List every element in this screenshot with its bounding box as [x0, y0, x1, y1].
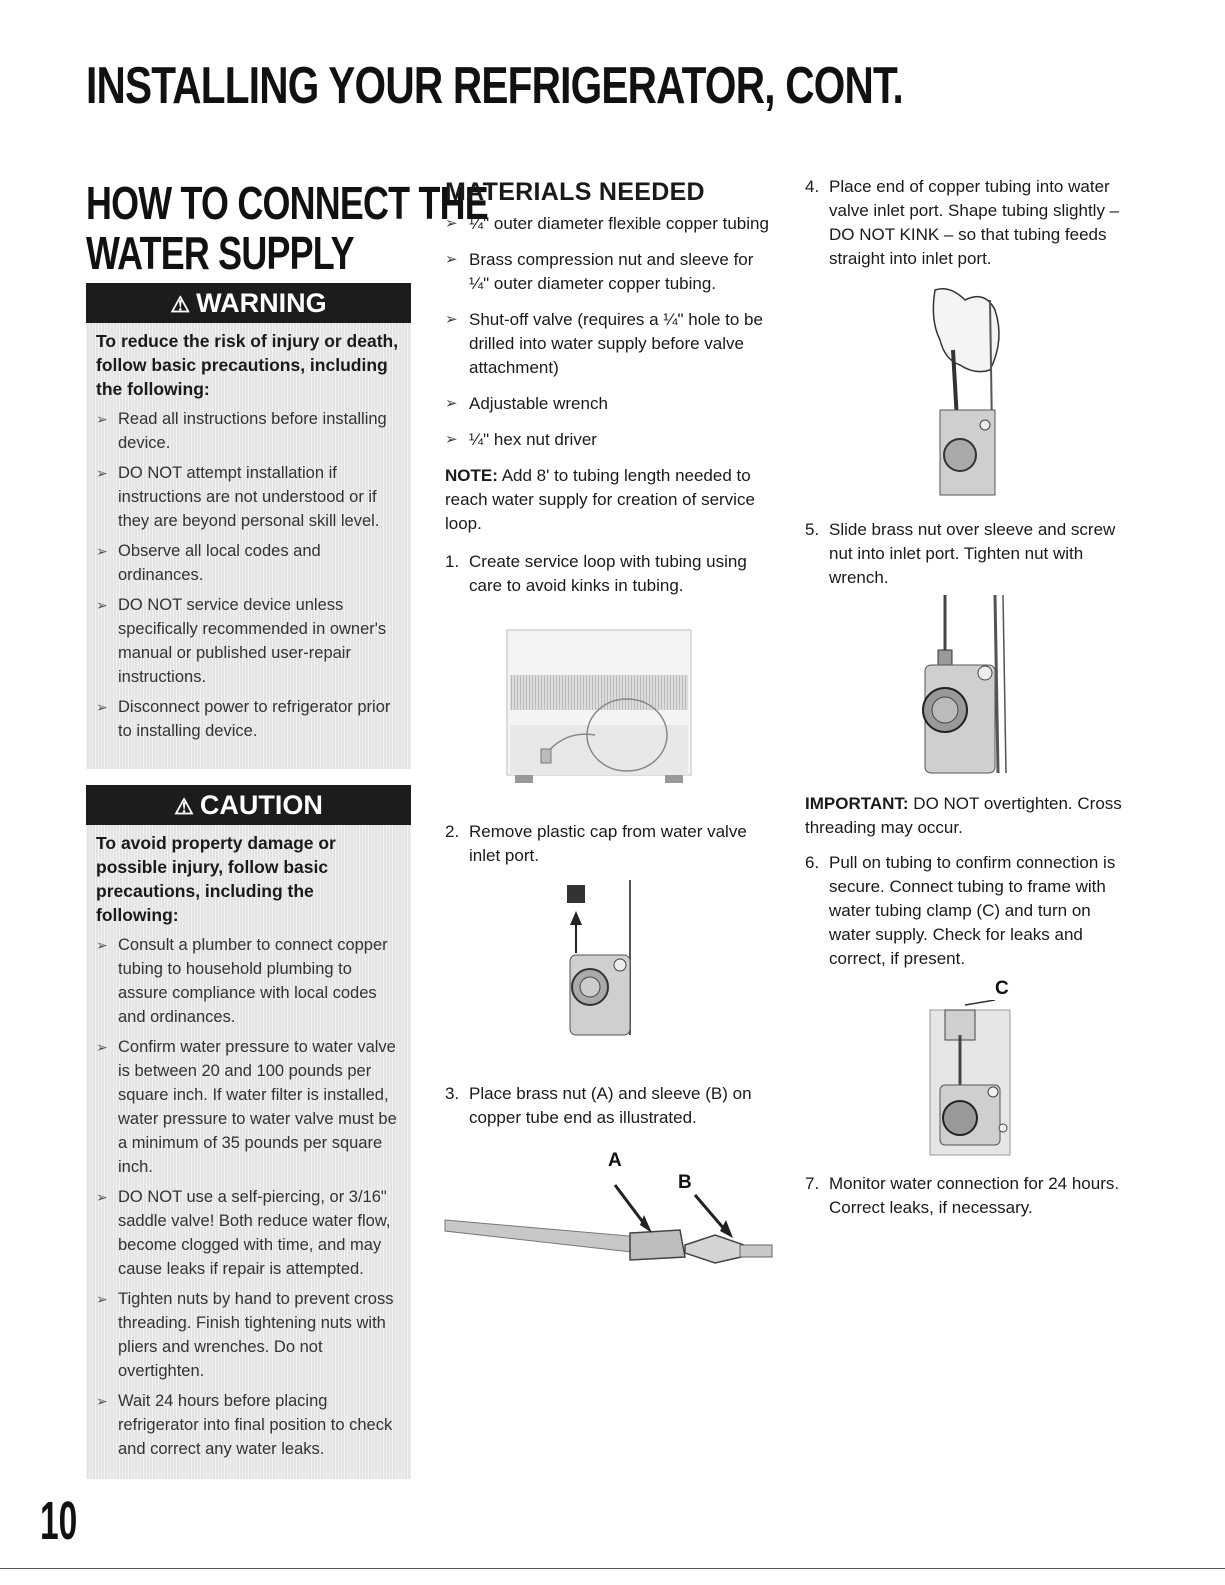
- warning-header: [86, 283, 411, 323]
- caution-intro: To avoid property damage or possible injury, follow basic precautions, including the following:: [96, 833, 336, 925]
- caution-box: [86, 785, 411, 1479]
- section-title: [86, 178, 488, 278]
- step-text: Pull on tubing to confirm connection is secure. Connect tubing to frame with water tubing clamp (C) and turn on water supply. Check for leaks and correct, if present.: [829, 853, 1116, 968]
- warning-intro: To reduce the risk of injury or death, follow basic precautions, including the following:: [96, 331, 399, 399]
- warning-item: ➢ Read all instructions before installing device.: [96, 407, 401, 455]
- warning-triangle-icon: ⚠: [170, 292, 191, 317]
- caution-item: ➢ Confirm water pressure to water valve is between 20 and 100 pounds per square inch. If water filter is installed, water pressure to water valve must be a minimum of 35 pounds per square inch.: [96, 1035, 401, 1179]
- warning-item: ➢ DO NOT service device unless specifically recommended in owner's manual or published user-repair instructions.: [96, 593, 401, 689]
- caution-list: [96, 933, 401, 1461]
- step-5: [805, 518, 1135, 590]
- warning-triangle-icon: ⚠: [174, 794, 194, 819]
- warning-item: ➢ DO NOT attempt installation if instructions are not understood or if they are beyond personal skill level.: [96, 461, 401, 533]
- step-number: 3.: [445, 1084, 460, 1103]
- step-number: 6.: [805, 853, 820, 872]
- step-6: [805, 851, 1135, 971]
- materials-list: [445, 212, 775, 452]
- caution-item: ➢ DO NOT use a self-piercing, or 3/16" saddle valve! Both reduce water flow, become clogged with time, and may cause leaks if repair is attempted.: [96, 1185, 401, 1281]
- materials-section: [445, 178, 775, 598]
- section-title-line2: WATER SUPPLY: [86, 227, 354, 279]
- page-title: INSTALLING YOUR REFRIGERATOR, CONT.: [86, 57, 903, 115]
- step-1: [445, 550, 775, 598]
- label-b: B: [678, 1172, 692, 1193]
- materials-title: MATERIALS NEEDED: [445, 178, 705, 206]
- step-7: [805, 1172, 1135, 1220]
- step-6-block: [805, 851, 1135, 971]
- materials-item: ➢ Brass compression nut and sleeve for ¼" outer diameter copper tubing.: [445, 248, 775, 296]
- warning-item: ➢ Observe all local codes and ordinances.: [96, 539, 401, 587]
- step-text: Slide brass nut over sleeve and screw nut into inlet port. Tighten nut with wrench.: [829, 520, 1116, 587]
- bottom-divider: [0, 1568, 1225, 1569]
- tighten-nut-illustration: [910, 595, 1020, 775]
- page-number: 10: [40, 1491, 78, 1551]
- step-4: [805, 175, 1135, 271]
- service-loop-illustration: [505, 625, 695, 790]
- warning-list: [96, 407, 401, 743]
- step-number: 1.: [445, 552, 460, 571]
- materials-item: ➢ ¼" outer diameter flexible copper tubing: [445, 212, 775, 236]
- step-text: Monitor water connection for 24 hours. Correct leaks, if necessary.: [829, 1174, 1120, 1217]
- materials-item: ➢ ¼" hex nut driver: [445, 428, 775, 452]
- warning-box: [86, 283, 411, 769]
- clamp-illustration: [925, 1000, 1025, 1160]
- important-label: IMPORTANT:: [805, 794, 909, 813]
- warning-body: [86, 323, 411, 769]
- remove-cap-illustration: [560, 875, 645, 1037]
- label-c: C: [995, 978, 1009, 999]
- important-text: DO NOT overtighten. Cross threading may occur.: [805, 794, 1122, 837]
- step-5-block: [805, 518, 1135, 590]
- insert-tubing-illustration: [905, 280, 1010, 498]
- warning-heading: WARNING: [196, 288, 327, 318]
- step-number: 5.: [805, 520, 820, 539]
- section-title-line1: HOW TO CONNECT THE: [86, 177, 488, 229]
- step-7-block: [805, 1172, 1135, 1220]
- step-3: [445, 1082, 775, 1130]
- nut-sleeve-illustration: [440, 1175, 780, 1285]
- caution-item: ➢ Tighten nuts by hand to prevent cross threading. Finish tightening nuts with pliers and wrenches. Do not overtighten.: [96, 1287, 401, 1383]
- caution-item: ➢ Consult a plumber to connect copper tubing to household plumbing to assure compliance with local codes and ordinances.: [96, 933, 401, 1029]
- note-label: NOTE:: [445, 466, 498, 485]
- step-text: Place brass nut (A) and sleeve (B) on copper tube end as illustrated.: [469, 1084, 752, 1127]
- step-2: [445, 820, 775, 868]
- materials-item: ➢ Shut-off valve (requires a ¼" hole to be drilled into water supply before valve attachment): [445, 308, 775, 380]
- step-text: Remove plastic cap from water valve inlet port.: [469, 822, 747, 865]
- step-3-block: [445, 1082, 775, 1130]
- caution-item: ➢ Wait 24 hours before placing refrigerator into final position to check and correct any water leaks.: [96, 1389, 401, 1461]
- step-text: Create service loop with tubing using care to avoid kinks in tubing.: [469, 552, 747, 595]
- step-number: 4.: [805, 177, 820, 196]
- label-a: A: [608, 1150, 622, 1171]
- step-4-block: [805, 175, 1135, 271]
- materials-item: ➢ Adjustable wrench: [445, 392, 775, 416]
- step-text: Place end of copper tubing into water valve inlet port. Shape tubing slightly – DO NOT KINK – so that tubing feeds straight into inlet port.: [829, 177, 1120, 268]
- important-note: [805, 792, 1135, 840]
- caution-body: [86, 825, 411, 1479]
- warning-item: ➢ Disconnect power to refrigerator prior to installing device.: [96, 695, 401, 743]
- note-text: Add 8' to tubing length needed to reach water supply for creation of service loop.: [445, 466, 755, 533]
- caution-header: [86, 785, 411, 825]
- caution-heading: CAUTION: [199, 790, 323, 820]
- step-2-block: [445, 820, 775, 868]
- materials-note: [445, 464, 775, 536]
- step-number: 2.: [445, 822, 460, 841]
- step-number: 7.: [805, 1174, 820, 1193]
